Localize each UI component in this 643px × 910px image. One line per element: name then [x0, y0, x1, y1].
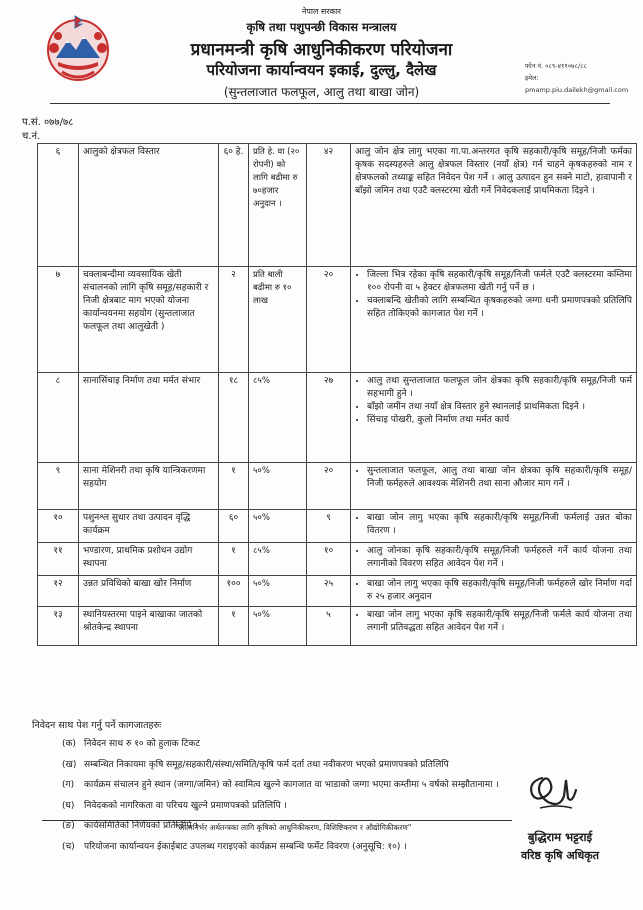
- document-item-label: (घ): [62, 800, 75, 811]
- grant-rate-cell: ५०%: [249, 510, 307, 543]
- quantity-cell: १: [219, 543, 249, 576]
- cooperative-count-cell: २७: [307, 373, 351, 463]
- program-name-cell: उन्नत प्रविधिको बाखा खोर निर्माण: [79, 576, 219, 607]
- document-item: [62, 734, 622, 755]
- phone-number: फोन नं. ०८९-४११०७८/८८: [525, 62, 587, 70]
- requirement-item: • बाखा जोन लागु भएका कृषि सहकारी/कृषि समूह/निजी फर्मलाई उन्नत बोका वितरण ।: [367, 512, 632, 538]
- serial-number-cell: १३: [38, 607, 79, 646]
- requirement-item: • जिल्ला भित्र रहेका कृषि सहकारी/कृषि समूह/निजी फर्मले एउटै क्लस्टरमा कम्तिमा १०० रोपनी वा ५ हेक्टर क्षेत्रफलमा खेती गर्नु पर्ने छ ।: [367, 269, 632, 295]
- grant-rate-cell: ८५%: [249, 373, 307, 463]
- program-name-cell: साना मेशिनरी तथा कृषि यान्त्रिकरणमा सहयोग: [79, 463, 219, 510]
- grant-rate-cell: प्रति बाली बढीमा रु १० लाख: [249, 267, 307, 373]
- requirements-list: [355, 375, 632, 427]
- quantity-cell: १: [219, 607, 249, 646]
- serial-number-cell: ११: [38, 543, 79, 576]
- footer-divider: [42, 820, 512, 821]
- table-row: [38, 373, 637, 463]
- serial-number-cell: ७: [38, 267, 79, 373]
- grant-rate-cell: ५०%: [249, 576, 307, 607]
- requirements-cell: [351, 373, 637, 463]
- table-row: [38, 144, 637, 267]
- document-item-label: (ग): [62, 780, 75, 790]
- requirements-cell: [351, 607, 637, 646]
- requirements-list: [355, 609, 632, 635]
- signer-designation: वरिष्ठ कृषि अधिकृत: [521, 849, 599, 862]
- table-row: [38, 510, 637, 543]
- cooperative-count-cell: १०: [307, 543, 351, 576]
- footer-slogan: "आत्मनिर्भर अर्थतन्त्रका लागि कृषिको आधुनिकीकरण, विशिष्टिकरण र औद्योगिकीकरण": [175, 823, 412, 832]
- requirement-item: • चक्लाबन्दि खेतीको लागि सम्बन्धित कृषकहरुको जग्गा धनी प्रमाणपत्रको प्रतिलिपि सहित तोकिएको कागजात पेश गर्ने ।: [367, 295, 632, 321]
- requirements-cell: [351, 463, 637, 510]
- requirements-list: [355, 465, 632, 491]
- requirement-text: आलु जोन क्षेत्र लागु भएका गा.पा.अन्तरगत कृषि सहकारी/कृषि समूह/निजी फर्मका कृषक सदस्यहरुले आलु क्षेत्रफल विस्तार (नयाँ क्षेत्र) गर्न चाहने कृषकहरुको नाम र क्षेत्रफलको तथ्याङ्क सहित निवेदन पेश गर्ने । आलु उत्पादन हुन सक्ने माटो, हावापानी र बाँझो जमिन तथा एउटै क्लस्टरमा खेती गर्ने निवेदकलाई प्राथमिकता दिइने ।: [355, 147, 632, 196]
- requirement-item: • आलु जोनका कृषि सहकारी/कृषि समूह/निजी फर्महरुले गर्ने कार्य योजना तथा लगानीको विवरण सहित आवेदन पेश गर्ने ।: [367, 545, 632, 571]
- requirement-item: • सुन्तलाजात फलफूल, आलु तथा बाखा जोन क्षेत्रका कृषि सहकारी/कृषि समूह/निजी फर्महरुले आवश्यक मेशिनरी तथा साना औजार माग गर्ने ।: [367, 465, 632, 491]
- document-item-text: निवेदकको नागरिकता वा परिचय खुल्ने प्रमाणपत्रको प्रतिलिपि ।: [84, 800, 287, 811]
- header-divider: [50, 103, 610, 104]
- document-item-text: कार्यक्रम संचालन हुने स्थान (जग्गा/जमिन) को स्वामित्व खुल्ने कागजात वा भाडाको जग्गा भएमा कम्तीमा ५ वर्षको सम्झौतानामा ।: [84, 780, 499, 790]
- requirement-item: • बाखा जोन लागु भएका कृषि सहकारी/कृषि समूह/निजी फर्महरुले खोर निर्माण गर्दा रु २५ हजार अनुदान: [367, 578, 632, 604]
- signer-name: बुद्धिराम भट्टराई: [527, 830, 593, 844]
- quantity-cell: १८: [219, 373, 249, 463]
- requirements-list: [355, 512, 632, 538]
- table-row: [38, 607, 637, 646]
- program-name-cell: पशुनश्ल सुधार तथा उत्पादन वृद्धि कार्यक्रम: [79, 510, 219, 543]
- program-name-cell: सानासिंचाइ निर्माण तथा मर्मत संभार: [79, 373, 219, 463]
- requirements-cell: [351, 267, 637, 373]
- cooperative-count-cell: ५: [307, 607, 351, 646]
- serial-number-cell: ८: [38, 373, 79, 463]
- serial-number-cell: ९: [38, 463, 79, 510]
- table-row: [38, 576, 637, 607]
- grant-rate-cell: ८५%: [249, 543, 307, 576]
- program-name-cell: स्थानियस्तरमा पाइने बाखाका जातको श्रोतकेन्द्र स्थापना: [79, 607, 219, 646]
- requirements-cell: [351, 510, 637, 543]
- program-name-cell: आलुको क्षेत्रफल विस्तार: [79, 144, 219, 267]
- requirements-list: [355, 269, 632, 321]
- cooperative-count-cell: ९: [307, 510, 351, 543]
- table-row: [38, 543, 637, 576]
- quantity-cell: ६०: [219, 510, 249, 543]
- document-item-text: सम्बन्धित निकायमा कृषि समूह/सहकारी/संस्था/समिति/कृषि फर्म दर्ता तथा नवीकरण भएको प्रमाणपत्रको प्रतिलिपि: [84, 759, 449, 770]
- quantity-cell: १००: [219, 576, 249, 607]
- project-name: प्रधानमन्त्री कृषि आधुनिकीकरण परियोजना: [190, 40, 453, 60]
- program-name-cell: चक्लाबन्दीमा व्यवसायिक खेती संचालनको लागि कृषि समूह/सहकारी र निजी क्षेत्रबाट माग भएको योजना कार्यान्वयनमा सहयोग (सुन्तलाजात फलफूल तथा आलुखेती ): [79, 267, 219, 373]
- requirements-cell: [351, 543, 637, 576]
- document-item-label: (ङ): [62, 821, 75, 831]
- requirement-item: • आलु तथा सुन्तलाजात फलफूल जोन क्षेत्रका कृषि सहकारी/कृषि समूह/निजी फर्म सहभागी हुने ।: [367, 375, 632, 401]
- reference-number: प.सं. ०७७/७८: [22, 117, 74, 128]
- document-item-label: (ख): [62, 759, 77, 770]
- grant-rate-cell: ५०%: [249, 607, 307, 646]
- requirements-cell: [351, 576, 637, 607]
- document-item-text: परियोजना कार्यान्वयन ईकाईबाट उपलब्ध गराइएको कार्यक्रम सम्बन्धि फर्मेट विवरण (अनुसूचि: १०) ।: [84, 841, 407, 852]
- quantity-cell: २: [219, 267, 249, 373]
- quantity-cell: ६० हे.: [219, 144, 249, 267]
- table-row: [38, 463, 637, 510]
- serial-number-cell: १०: [38, 510, 79, 543]
- program-name-cell: भण्डारण, प्राथमिक प्रशोधन उद्योग स्थापना: [79, 543, 219, 576]
- quantity-cell: १: [219, 463, 249, 510]
- cooperative-count-cell: २०: [307, 267, 351, 373]
- document-item-label: (क): [62, 739, 76, 749]
- ministry-name: कृषि तथा पशुपन्छी विकास मन्त्रालय: [246, 20, 397, 34]
- requirement-item: • बाखा जोन लागु भएका कृषि सहकारी/कृषि समूह/निजी फर्मले कार्य योजना तथा लगानी प्रतिवद्धता सहित आवेदन पेश गर्ने ।: [367, 609, 632, 635]
- document-item-text: कार्यसमितिको निर्णयको प्रतिलिपि ।: [84, 821, 198, 831]
- cooperative-count-cell: २५: [307, 576, 351, 607]
- serial-number-cell: १२: [38, 576, 79, 607]
- signature-icon: [520, 768, 580, 812]
- zone-name: (सुन्तलाजात फलफूल, आलु तथा बाखा जोन): [223, 85, 420, 99]
- table-row: [38, 267, 637, 373]
- contact-info: [525, 60, 643, 96]
- cooperative-count-cell: ४२: [307, 144, 351, 267]
- requirements-list: [355, 578, 632, 604]
- cooperative-count-cell: २०: [307, 463, 351, 510]
- requirement-item: • बाँझो जमीन तथा नयाँ क्षेत्र विस्तार हुने स्थानलाई प्राथमिकता दिइने ।: [367, 401, 632, 414]
- requirement-item: • सिंचाइ पोखरी, कुलो निर्माण तथा मर्मत कार्य: [367, 414, 632, 427]
- government-name: नेपाल सरकार: [301, 7, 342, 16]
- email-address[interactable]: इमेल: pmamp.piu.dailekh@gmail.com: [525, 74, 629, 94]
- program-table: [37, 143, 637, 646]
- requirements-list: [355, 545, 632, 571]
- grant-rate-cell: प्रति हे. वा (२० रोपनी) को लागि बढीमा रु ७०हजार अनुदान ।: [249, 144, 307, 267]
- dispatch-number: च.नं.: [22, 131, 41, 142]
- document-item-text: निवेदन साथ रु १० को हुलाक टिकट: [84, 739, 200, 749]
- requirements-cell: [351, 144, 637, 267]
- serial-number-cell: ६: [38, 144, 79, 267]
- office-name: परियोजना कार्यान्वयन इकाई, दुल्लु, दैलेख: [206, 61, 437, 79]
- program-table-body: [38, 144, 637, 646]
- documents-title: निवेदन साथ पेश गर्नु पर्ने कागजातहरुः: [32, 720, 162, 731]
- document-item-label: (च): [62, 841, 75, 852]
- grant-rate-cell: ५०%: [249, 463, 307, 510]
